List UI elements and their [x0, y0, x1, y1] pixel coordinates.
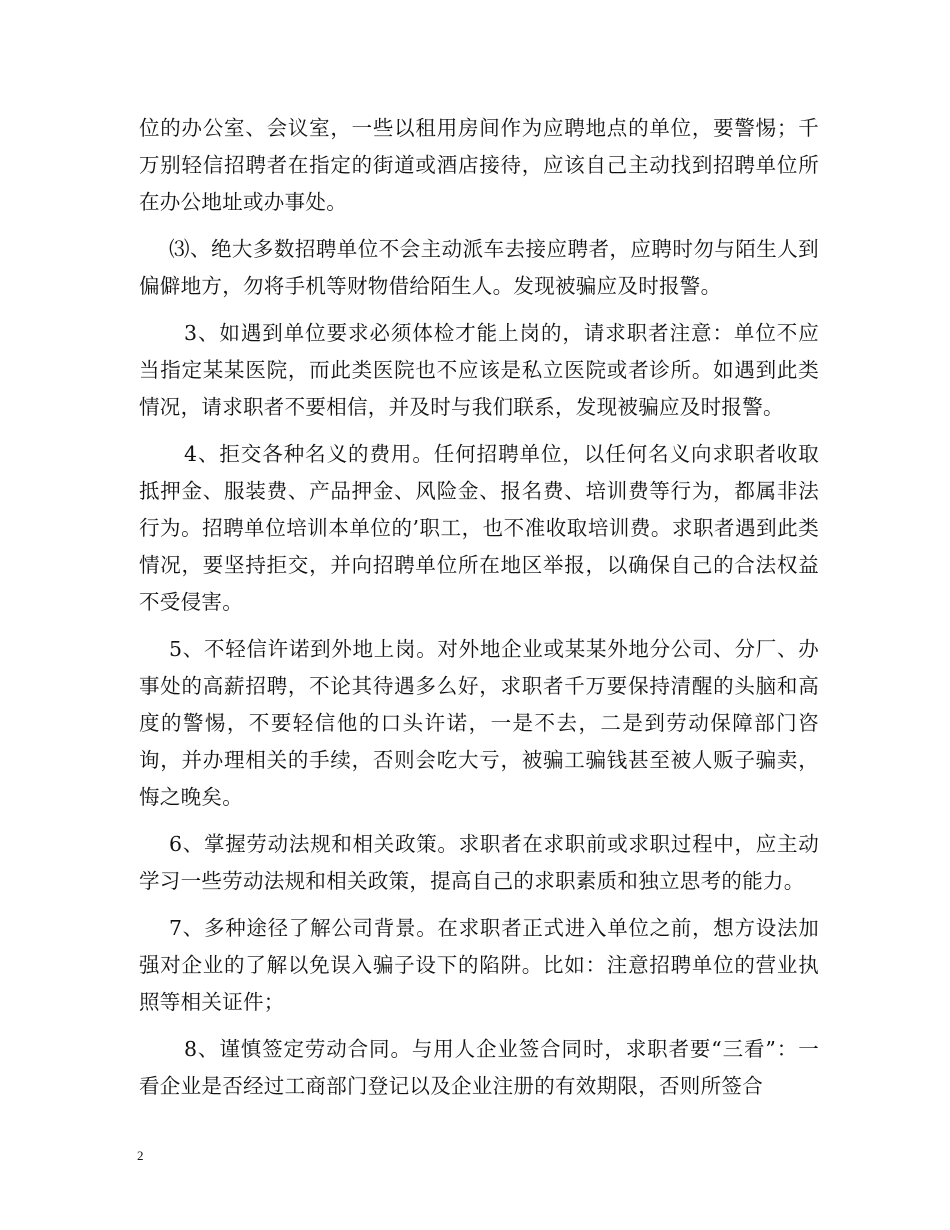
paragraph-labor-contract: 8、谨慎签定劳动合同。与用人企业签合同时，求职者要“三看”：一看企业是否经过工商部门登记以及企业注册的有效期限，否则所签合 [139, 1037, 819, 1098]
document-body [139, 110, 819, 1115]
paragraph-remote-jobs: 5、不轻信许诺到外地上岗。对外地企业或某某外地分公司、分厂、办事处的高薪招聘，不论其待遇多么好，求职者千万要保持清醒的头脑和高度的警惕，不要轻信他的口头许诺，一是不去，二是到劳动保障部门咨询，并办理相关的手续，否则会吃大亏，被骗工骗钱甚至被人贩子骗卖，悔之晚矣。 [139, 637, 819, 809]
paragraph-pickup-warning: ⑶、绝大多数招聘单位不会主动派车去接应聘者，应聘时勿与陌生人到偏僻地方，勿将手机等财物借给陌生人。发现被骗应及时报警。 [139, 237, 819, 298]
paragraph-office-warning: 位的办公室、会议室，一些以租用房间作为应聘地点的单位，要警惕；千万别轻信招聘者在指定的街道或酒店接待，应该自己主动找到招聘单位所在办公地址或办事处。 [139, 116, 819, 214]
page-number: 2 [137, 1148, 144, 1163]
paragraph-company-background: 7、多种途径了解公司背景。在求职者正式进入单位之前，想方设法加强对企业的了解以免误入骗子设下的陷阱。比如：注意招聘单位的营业执照等相关证件； [139, 916, 819, 1014]
paragraph-medical-exam: 3、如遇到单位要求必须体检才能上岗的，请求职者注意：单位不应当指定某某医院，而此类医院也不应该是私立医院或者诊所。如遇到此类情况，请求职者不要相信，并及时与我们联系，发现被骗应及时报警。 [139, 321, 819, 419]
paragraph-refuse-fees: 4、拒交各种名义的费用。任何招聘单位，以任何名义向求职者收取抵押金、服装费、产品押金、风险金、报名费、培训费等行为，都属非法行为。招聘单位培训本单位的’职工，也不准收取培训费。求职者遇到此类情况，要坚持拒交，并向招聘单位所在地区举报，以确保自己的合法权益不受侵害。 [139, 442, 819, 614]
paragraph-labor-law: 6、掌握劳动法规和相关政策。求职者在求职前或求职过程中，应主动学习一些劳动法规和相关政策，提高自己的求职素质和独立思考的能力。 [139, 832, 819, 893]
